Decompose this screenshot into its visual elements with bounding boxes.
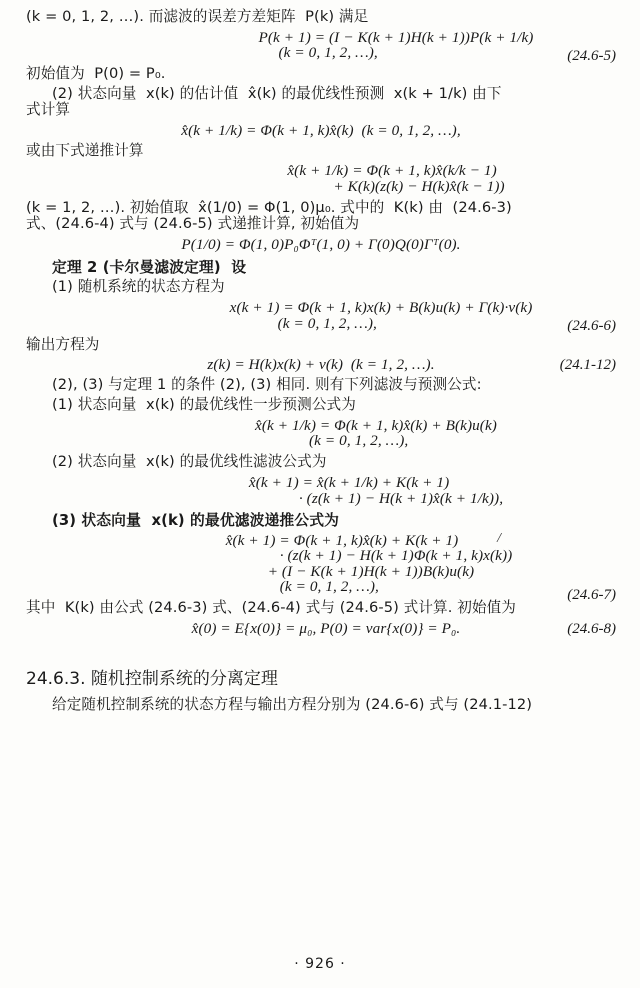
equation-block-24-1-12: [26, 357, 616, 373]
page-body: [26, 10, 616, 717]
equation-line: (k = 0, 1, 2, …),: [309, 432, 409, 450]
text-line: 输出方程为: [26, 335, 100, 353]
paragraph-line: [26, 601, 616, 616]
text-line: (3) 状态向量 x(k) 的最优滤波递推公式为: [52, 511, 339, 529]
equation-block-filter: [26, 475, 616, 508]
equation-line: x̂(k + 1) = Φ(k + 1, k)x̂(k) + K(k + 1): [225, 531, 459, 549]
paragraph-line: [26, 375, 616, 393]
paragraph-line: [26, 280, 616, 295]
paragraph-line: [26, 198, 616, 216]
text-line: (k = 1, 2, …). 初始值取 x̂(1/0) = Φ(1, 0)μ₀. 式中的 K(k) 由 (24.6-3): [26, 198, 512, 216]
equation-line: (k = 0, 1, 2, …),: [277, 314, 377, 332]
paragraph-line: [26, 395, 616, 413]
equation-block-recursive: [26, 163, 616, 196]
paragraph-line: [26, 214, 616, 232]
theorem-2-title: [26, 260, 616, 275]
text-line: 初始值为 P(0) = P₀.: [26, 65, 166, 83]
equation-line: x(k + 1) = Φ(k + 1, k)x(k) + B(k)u(k) + Γ(k)·v(k): [229, 299, 533, 317]
equation-line: x̂(0) = E{x(0)} = μ₀, P(0) = var{x(0)} = P₀.: [191, 620, 461, 638]
text-line: (2) 状态向量 x(k) 的估计值 x̂(k) 的最优线性预测 x(k + 1/k) 由下: [52, 85, 502, 103]
equation-line: · (z(k + 1) − H(k + 1)Φ(k + 1, k)x(k)): [279, 547, 513, 565]
text-line: 式计算: [26, 101, 71, 119]
equation-number: (24.6-5): [567, 47, 616, 64]
equation-line: x̂(k + 1) = x̂(k + 1/k) + K(k + 1): [248, 474, 450, 492]
text-line: 其中 K(k) 由公式 (24.6-3) 式、(24.6-4) 式与 (24.6-5) 式计算. 初始值为: [26, 599, 516, 617]
paragraph-line: [26, 335, 616, 353]
equation-block-24-6-8: [26, 621, 616, 637]
stray-pen-mark: /: [497, 530, 501, 546]
equation-block-24-6-5: [26, 30, 616, 63]
text-line: 给定随机控制系统的状态方程与输出方程分别为 (24.6-6) 式与 (24.1-12): [52, 695, 533, 713]
equation-line: · (z(k + 1) − H(k + 1)x̂(k + 1/k)),: [298, 489, 504, 507]
text-line: (1) 状态向量 x(k) 的最优线性一步预测公式为: [52, 395, 356, 413]
paragraph-line: [26, 67, 616, 82]
paragraph-line: [26, 513, 616, 528]
paragraph-line: [26, 10, 616, 25]
equation-line: + (I − K(k + 1)H(k + 1))B(k)u(k): [267, 562, 475, 580]
paragraph-line: [26, 455, 616, 470]
paragraph-line: [26, 141, 616, 159]
equation-number: (24.6-6): [567, 318, 616, 335]
equation-line: P(1/0) = Φ(1, 0)P₀Φᵀ(1, 0) + Γ(0)Q(0)Γᵀ(0).: [181, 235, 461, 253]
equation-block-predict: [26, 123, 616, 139]
paragraph-line: [26, 695, 616, 713]
equation-line: x̂(k + 1/k) = Φ(k + 1, k)x̂(k/k − 1): [287, 162, 497, 180]
equation-number: (24.6-7): [567, 586, 616, 603]
equation-block-p10: [26, 237, 616, 253]
equation-line: + K(k)(z(k) − H(k)x̂(k − 1)): [333, 177, 505, 195]
equation-line: (k = 0, 1, 2, …),: [278, 44, 378, 62]
text-line: (2) 状态向量 x(k) 的最优线性滤波公式为: [52, 453, 327, 471]
equation-block-24-6-6: [26, 300, 616, 333]
equation-line: x̂(k + 1/k) = Φ(k + 1, k)x̂(k) (k = 0, 1, 2, …),: [181, 122, 461, 139]
equation-line: (k = 0, 1, 2, …),: [279, 578, 379, 596]
text-line: (1) 随机系统的状态方程为: [52, 278, 225, 296]
text-line: (2), (3) 与定理 1 的条件 (2), (3) 相同. 则有下列滤波与预测公式:: [52, 375, 482, 393]
equation-number: (24.6-8): [567, 621, 616, 638]
equation-line: x̂(k + 1/k) = Φ(k + 1, k)x̂(k) + B(k)u(k): [255, 416, 497, 434]
equation-line: z(k) = H(k)x(k) + v(k) (k = 1, 2, …).: [207, 356, 435, 374]
section-heading: 24.6.3. 随机控制系统的分离定理: [26, 668, 278, 689]
equation-block-onestep: [26, 418, 616, 451]
page-number: · 926 ·: [294, 956, 346, 972]
paragraph-line: [26, 87, 616, 102]
equation-number: (24.1-12): [559, 357, 616, 374]
text-line: 或由下式递推计算: [26, 141, 144, 159]
paragraph-line: [26, 103, 616, 118]
text-line: 式、(24.6-4) 式与 (24.6-5) 式递推计算, 初始值为: [26, 214, 360, 232]
equation-line: P(k + 1) = (I − K(k + 1)H(k + 1))P(k + 1/k): [258, 28, 534, 46]
text-line: 定理 2 (卡尔曼滤波定理) 设: [52, 259, 247, 277]
equation-block-24-6-7: [26, 530, 616, 603]
text-line: (k = 0, 1, 2, …). 而滤波的误差方差矩阵 P(k) 满足: [26, 8, 369, 25]
